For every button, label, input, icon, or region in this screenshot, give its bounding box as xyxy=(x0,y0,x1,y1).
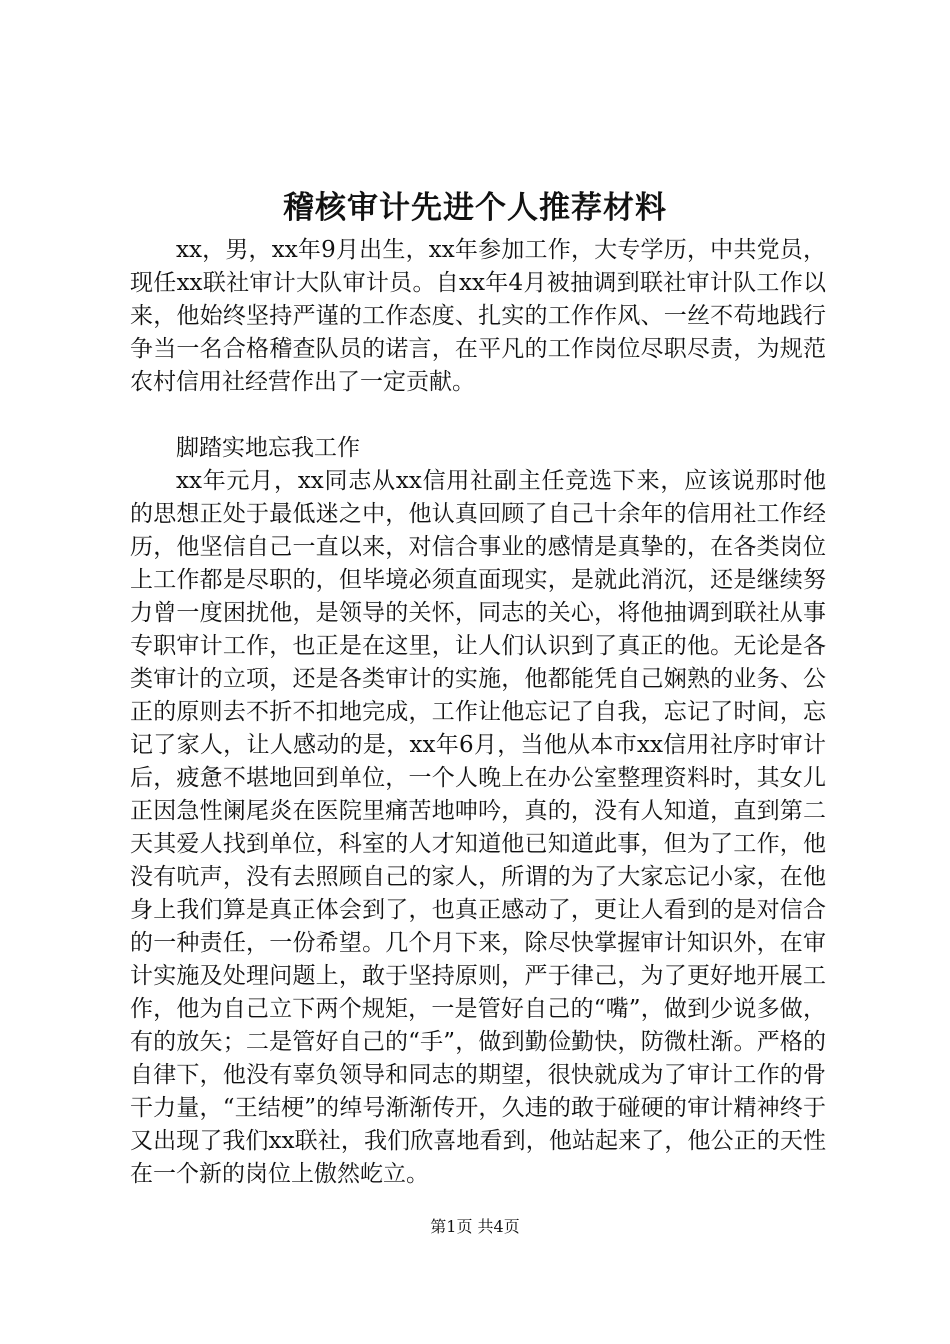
intro-paragraph: xx，男，xx年9月出生，xx年参加工作，大专学历，中共党员，现任xx联社审计大队审计员。自xx年4月被抽调到联社审计队工作以来，他始终坚持严谨的工作态度、扎实的工作作风、一丝不苟地践行争当一名合格稽查队员的诺言，在平凡的工作岗位尽职尽责，为规范农村信用社经营作出了一定贡献。 xyxy=(130,237,826,395)
document-body xyxy=(130,234,826,1191)
section-paragraph: xx年元月，xx同志从xx信用社副主任竞选下来，应该说那时他的思想正处于最低迷之中，他认真回顾了自己十余年的信用社工作经历，他坚信自己一直以来，对信合事业的感情是真挚的，在各类岗位上工作都是尽职的，但毕境必须直面现实，是就此消沉，还是继续努力曾一度困扰他，是领导的关怀，同志的关心，将他抽调到联社从事专职审计工作，也正是在这里，让人们认识到了真正的他。无论是各类审计的立项，还是各类审计的实施，他都能凭自己娴熟的业务、公正的原则去不折不扣地完成，工作让他忘记了自我，忘记了时间，忘记了家人，让人感动的是，xx年6月，当他从本市xx信用社序时审计后，疲惫不堪地回到单位，一个人晚上在办公室整理资料时，其女儿正因急性阑尾炎在医院里痛苦地呻吟，真的，没有人知道，直到第二天其爱人找到单位，科室的人才知道他已知道此事，但为了工作，他没有吭声，没有去照顾自己的家人，所谓的为了大家忘记小家，在他身上我们算是真正体会到了，也真正感动了，更让人看到的是对信合的一种责任，一份希望。几个月下来，除尽快掌握审计知识外，在审计实施及处理问题上，敢于坚持原则，严于律己，为了更好地开展工作，他为自己立下两个规矩，一是管好自己的“嘴”，做到少说多做，有的放矢；二是管好自己的“手”，做到勤俭勤快，防微杜渐。严格的自律下，他没有辜负领导和同志的期望，很快就成为了审计工作的骨干力量，“王结梗”的绰号渐渐传开，久违的敢于碰硬的审计精神终于又出现了我们xx联社，我们欣喜地看到，他站起来了，他公正的天性在一个新的岗位上傲然屹立。 xyxy=(130,468,826,1187)
page-footer: 第1页 共4页 xyxy=(430,1217,520,1236)
document-title: 稽核审计先进个人推荐材料 xyxy=(283,190,667,226)
paragraph-spacer xyxy=(130,399,826,432)
section-heading: 脚踏实地忘我工作 xyxy=(176,435,360,461)
